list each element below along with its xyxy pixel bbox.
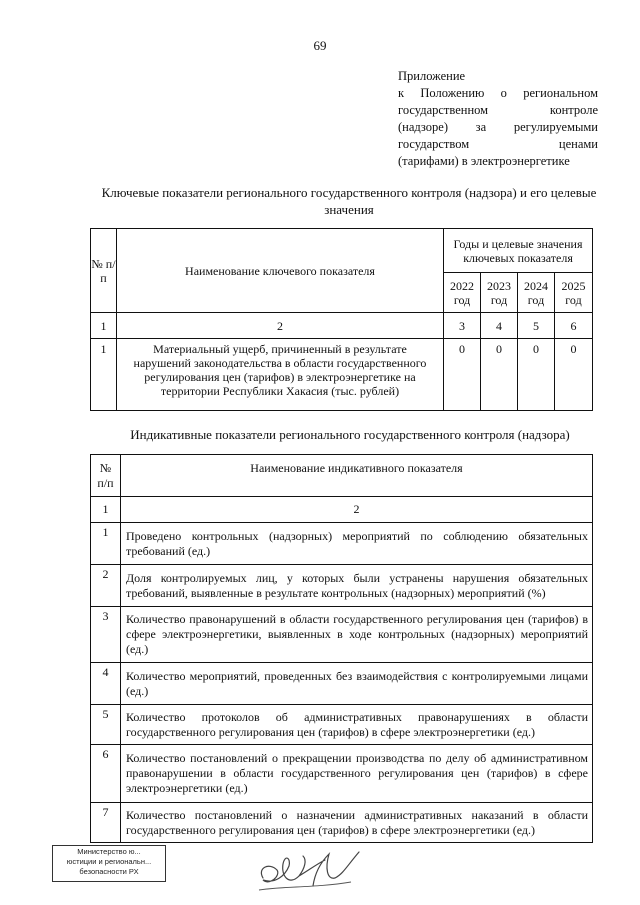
row-num: 3: [91, 607, 121, 663]
row-num: 1: [91, 339, 117, 411]
row-num: 7: [91, 803, 121, 843]
header-num: № п/п: [91, 455, 121, 497]
header-years: Годы и целевые значения ключевых показателя: [444, 229, 593, 273]
key-indicators-table: [90, 228, 593, 411]
appendix-header: [398, 68, 598, 170]
row-num: 1: [91, 523, 121, 565]
key-indicator-name: Материальный ущерб, причиненный в результате нарушений законодательства в области государственного регулирования цен (тарифов) в электроэнергетике на территории Республики Хакасия (тыс. рублей): [116, 339, 443, 411]
year-2025: 2025 год: [554, 273, 592, 313]
appendix-line-1: Приложение: [398, 69, 466, 83]
appendix-line-4: (надзоре) за регулируемыми: [398, 120, 598, 134]
index-cell: 3: [444, 313, 481, 339]
index-cell: 5: [518, 313, 555, 339]
value-2025: 0: [554, 339, 592, 411]
index-cell: 6: [554, 313, 592, 339]
row-num: 4: [91, 663, 121, 705]
appendix-line-3: государственном контроле: [398, 103, 598, 117]
index-cell: 1: [91, 313, 117, 339]
value-2022: 0: [444, 339, 481, 411]
stamp-line-3: безопасности РХ: [79, 867, 139, 876]
year-2023: 2023 год: [481, 273, 518, 313]
index-cell: 2: [116, 313, 443, 339]
indicator-text: Доля контролируемых лиц, у которых были устранены нарушения обязательных требований, выявленные в результате контрольных (надзорных) мероприятий (%): [120, 565, 592, 607]
page-number: 69: [313, 38, 327, 53]
stamp-line-2: юстиции и региональн...: [66, 857, 152, 866]
header-num: № п/п: [91, 229, 117, 313]
row-num: 5: [91, 705, 121, 745]
ministry-stamp: [52, 845, 166, 882]
value-2023: 0: [481, 339, 518, 411]
index-cell: 4: [481, 313, 518, 339]
header-indicative-name: Наименование индикативного показателя: [120, 455, 592, 497]
indicator-text: Количество постановлений о назначении административных наказаний в области государственного регулирования цен (тарифов) в сфере электроэнергетики (ед.): [120, 803, 592, 843]
appendix-line-5: государством ценами: [398, 137, 598, 151]
indicator-text: Проведено контрольных (надзорных) мероприятий по соблюдению обязательных требований (ед.): [120, 523, 592, 565]
row-num: 6: [91, 745, 121, 803]
value-2024: 0: [518, 339, 555, 411]
year-2024: 2024 год: [518, 273, 555, 313]
row-num: 2: [91, 565, 121, 607]
year-2022: 2022 год: [444, 273, 481, 313]
stamp-line-1: Министерство ю...: [77, 847, 141, 856]
index-cell: 1: [91, 497, 121, 523]
index-cell: 2: [120, 497, 592, 523]
indicator-text: Количество постановлений о прекращении производства по делу об административном правонарушении в области государственного регулирования цен (тарифов) в сфере электроэнергетики (ед.): [120, 745, 592, 803]
indicator-text: Количество правонарушений в области государственного регулирования цен (тарифов) в сфере электроэнергетики, выявленных в ходе контрольных (надзорных) мероприятий (ед.): [120, 607, 592, 663]
handwritten-signature: [255, 846, 365, 896]
indicator-text: Количество мероприятий, проведенных без взаимодействия с контролируемыми лицами (ед.): [120, 663, 592, 705]
indicative-indicators-table: [90, 454, 593, 843]
appendix-line-6: (тарифами) в электроэнергетике: [398, 154, 570, 168]
key-indicators-title: Ключевые показатели регионального государственного контроля (надзора) и его целевые значения: [101, 185, 597, 217]
indicator-text: Количество протоколов об административных правонарушениях в области государственного регулирования цен (тарифов) в сфере электроэнергетики (ед.): [120, 705, 592, 745]
indicative-indicators-title: Индикативные показатели регионального государственного контроля (надзора): [130, 427, 570, 442]
appendix-line-2: к Положению о региональном: [398, 86, 598, 100]
header-key-name: Наименование ключевого показателя: [116, 229, 443, 313]
